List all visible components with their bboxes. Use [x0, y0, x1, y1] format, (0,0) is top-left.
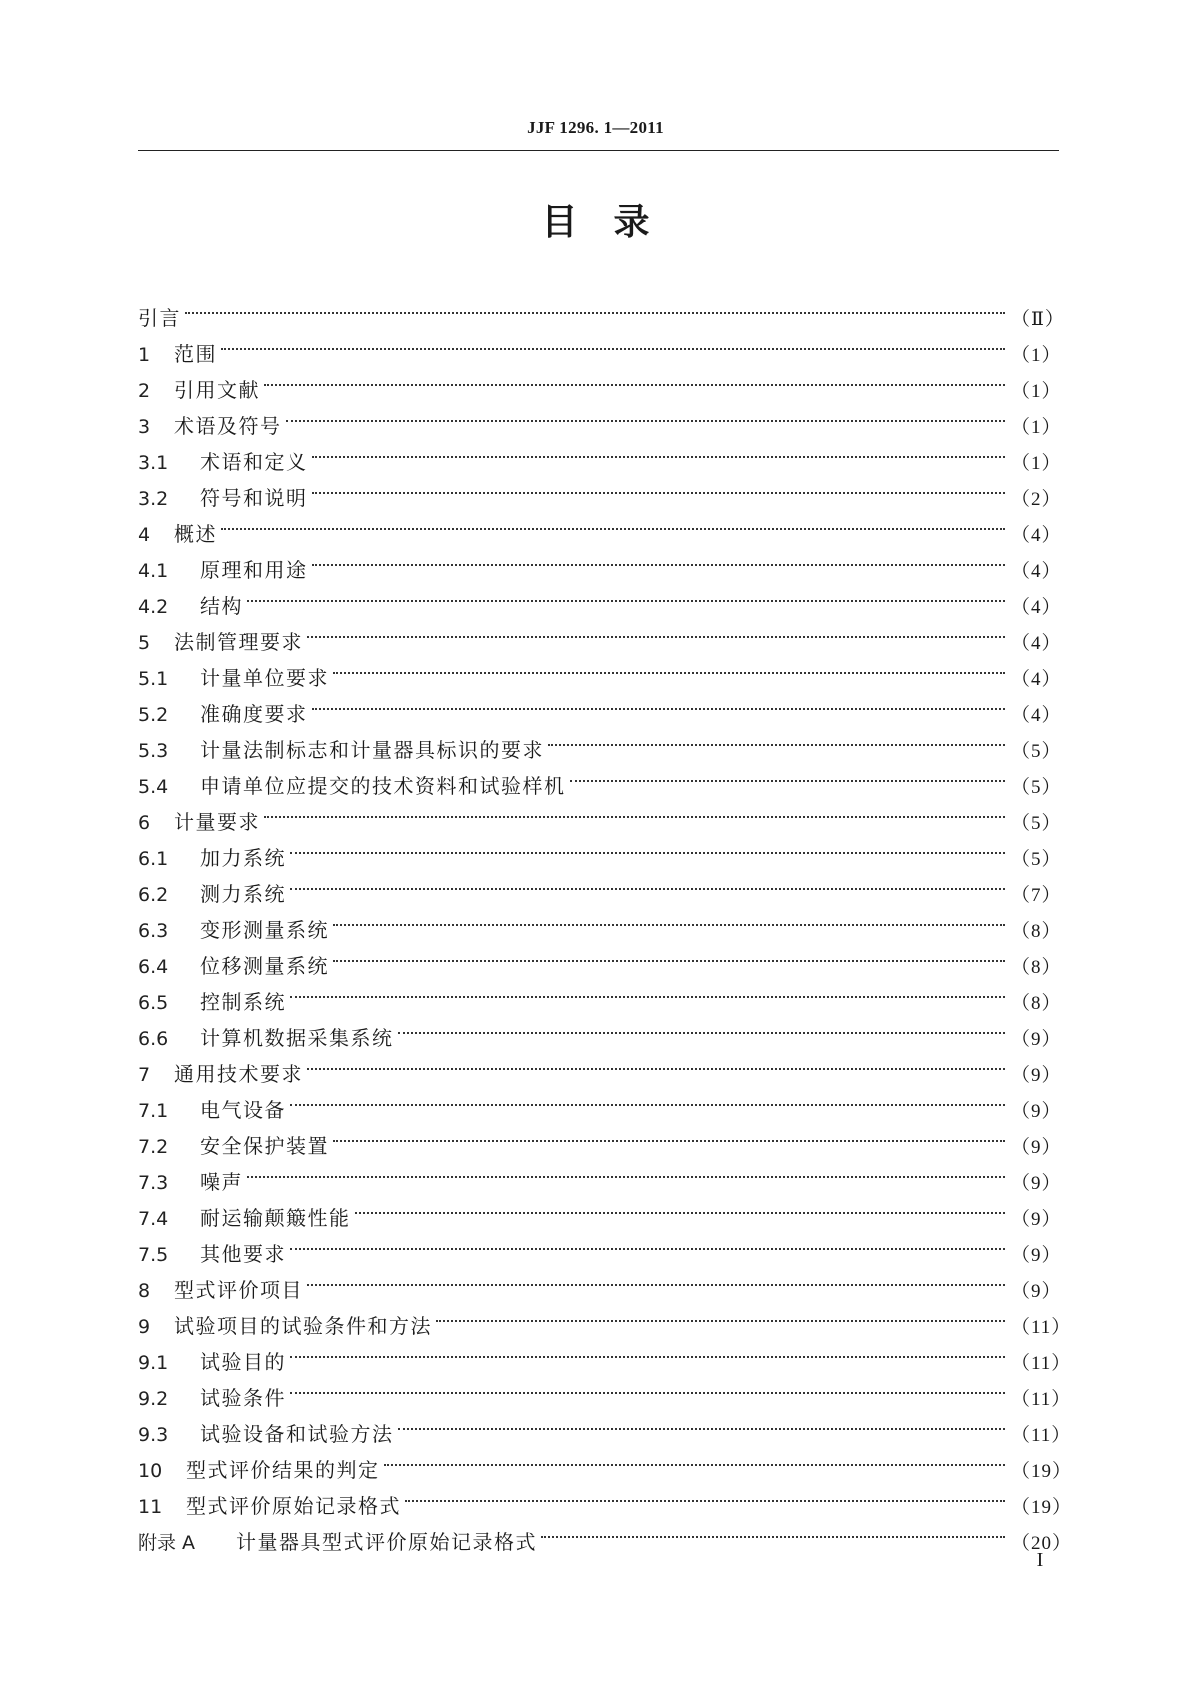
toc-entry-number: 3 [138, 416, 151, 438]
toc-dot-leader [312, 541, 1006, 577]
toc-entry-number: 5.1 [138, 668, 169, 690]
toc-entry-number: 7.4 [138, 1208, 169, 1230]
toc-entry-number: 5.3 [138, 740, 169, 762]
toc-entry-number: 6 [138, 812, 151, 834]
toc-entry-title: 变形测量系统 [200, 918, 329, 942]
toc-entry-page: （8） [1011, 957, 1062, 978]
toc-entry-title: 范围 [174, 342, 217, 366]
toc-entry-page: （4） [1011, 633, 1062, 654]
toc-entry-page: （9） [1011, 1065, 1062, 1086]
toc-entry-number: 6.1 [138, 848, 169, 870]
toc-dot-leader [221, 325, 1005, 361]
toc-dot-leader [290, 1369, 1005, 1405]
toc-dot-leader [290, 1081, 1005, 1117]
toc-entry [138, 829, 1062, 870]
toc-entry-number: 7.3 [138, 1172, 169, 1194]
toc-entry-title: 噪声 [200, 1170, 243, 1194]
toc-entry-page: （9） [1011, 1101, 1062, 1122]
toc-entry-title: 引言 [138, 306, 181, 330]
toc-entry-title: 测力系统 [200, 882, 286, 906]
toc-entry-number: 4.1 [138, 560, 169, 582]
toc-entry-number: 附录 A [138, 1532, 196, 1554]
toc-entry [138, 577, 1062, 618]
toc-dot-leader [312, 433, 1006, 469]
toc-dot-leader [355, 1189, 1006, 1225]
toc-entry-title: 型式评价原始记录格式 [186, 1494, 401, 1518]
toc-entry [138, 541, 1062, 582]
toc-entry-page: （19） [1011, 1461, 1073, 1482]
toc-entry-title: 试验条件 [200, 1386, 286, 1410]
toc-entry-page: （9） [1011, 1173, 1062, 1194]
toc-entry-page: （4） [1011, 561, 1062, 582]
toc-entry-number: 6.4 [138, 956, 169, 978]
toc-entry-number: 8 [138, 1280, 151, 1302]
toc-entry-number: 7 [138, 1064, 151, 1086]
toc-entry-title: 术语及符号 [174, 414, 282, 438]
toc-dot-leader [221, 505, 1005, 541]
toc-entry-number: 5 [138, 632, 151, 654]
toc-dot-leader [264, 793, 1005, 829]
toc-dot-leader [398, 1405, 1006, 1441]
toc-entry-number: 9.3 [138, 1424, 169, 1446]
toc-entry-number: 5.2 [138, 704, 169, 726]
toc-dot-leader [247, 1153, 1005, 1189]
toc-entry-page: （5） [1011, 777, 1062, 798]
toc-entry-page: （5） [1011, 813, 1062, 834]
toc-entry [138, 1189, 1062, 1230]
toc-entry-title: 试验项目的试验条件和方法 [174, 1314, 432, 1338]
toc-entry [138, 325, 1062, 366]
toc-entry-title: 计量单位要求 [200, 666, 329, 690]
toc-entry-title: 试验设备和试验方法 [200, 1422, 394, 1446]
toc-entry-page: （Ⅱ） [1011, 309, 1065, 330]
toc-entry-title: 加力系统 [200, 846, 286, 870]
toc-entry-title: 通用技术要求 [174, 1062, 303, 1086]
standard-code: JJF 1296. 1—2011 [527, 118, 664, 137]
toc-entry-number: 3.1 [138, 452, 169, 474]
toc-dot-leader [398, 1009, 1006, 1045]
toc-entry-page: （11） [1011, 1389, 1072, 1410]
toc-entry-number: 6.6 [138, 1028, 169, 1050]
toc-dot-leader [333, 937, 1005, 973]
toc-dot-leader [436, 1297, 1005, 1333]
toc-entry-number: 6.2 [138, 884, 169, 906]
toc-entry-number: 4.2 [138, 596, 169, 618]
toc-entry-page: （11） [1011, 1425, 1072, 1446]
toc-dot-leader [290, 1225, 1005, 1261]
toc-entry-number: 9.1 [138, 1352, 169, 1374]
toc-dot-leader [185, 289, 1005, 325]
toc-entry-title: 结构 [200, 594, 243, 618]
toc-dot-leader [286, 397, 1006, 433]
toc-entry [138, 361, 1062, 402]
toc-entry-number: 6.5 [138, 992, 169, 1014]
toc-entry-title: 控制系统 [200, 990, 286, 1014]
header-rule [138, 150, 1059, 151]
toc-entry-page: （5） [1011, 849, 1062, 870]
toc-entry-number: 1 [138, 344, 151, 366]
toc-entry-title: 法制管理要求 [174, 630, 303, 654]
toc-entry-title: 原理和用途 [200, 558, 308, 582]
toc-entry-page: （9） [1011, 1245, 1062, 1266]
toc-dot-leader [405, 1477, 1005, 1513]
toc-dot-leader [307, 1261, 1005, 1297]
toc-entry-number: 2 [138, 380, 151, 402]
toc-entry-title: 术语和定义 [200, 450, 308, 474]
toc-entry-page: （2） [1011, 489, 1062, 510]
toc-entry-title: 其他要求 [200, 1242, 286, 1266]
toc-entry-number: 3.2 [138, 488, 169, 510]
toc-entry-title: 试验目的 [200, 1350, 286, 1374]
toc-entry-title: 型式评价项目 [174, 1278, 303, 1302]
page-number: I [1036, 1549, 1044, 1571]
toc-entry [138, 289, 1065, 330]
toc-dot-leader [333, 901, 1005, 937]
toc-entry-number: 7.2 [138, 1136, 169, 1158]
toc-entry-page: （11） [1011, 1353, 1072, 1374]
toc-entry-title: 计量器具型式评价原始记录格式 [236, 1530, 537, 1554]
toc-entry-number: 9 [138, 1316, 151, 1338]
toc-entry-page: （1） [1011, 381, 1062, 402]
toc-dot-leader [264, 361, 1005, 397]
toc-entry-page: （5） [1011, 741, 1062, 762]
toc-entry-title: 计量要求 [174, 810, 260, 834]
toc-dot-leader [541, 1513, 1005, 1549]
toc-entry-title: 符号和说明 [200, 486, 308, 510]
toc-entry-page: （9） [1011, 1029, 1062, 1050]
toc-dot-leader [290, 973, 1005, 1009]
toc-dot-leader [548, 721, 1005, 757]
toc-entry-number: 7.5 [138, 1244, 169, 1266]
toc-entry-title: 耐运输颠簸性能 [200, 1206, 351, 1230]
toc-entry-title: 计量法制标志和计量器具标识的要求 [200, 738, 544, 762]
toc-dot-leader [333, 649, 1005, 685]
toc-entry [138, 397, 1062, 438]
toc-dot-leader [312, 469, 1006, 505]
toc-dot-leader [290, 865, 1005, 901]
toc-entry-number: 9.2 [138, 1388, 169, 1410]
toc-entry-page: （4） [1011, 525, 1062, 546]
page-title: 目 录 [541, 202, 650, 243]
toc-entry-title: 电气设备 [200, 1098, 286, 1122]
toc-entry-page: （20） [1011, 1533, 1073, 1554]
toc-entry-page: （7） [1011, 885, 1062, 906]
toc-entry-title: 引用文献 [174, 378, 260, 402]
toc-entry-number: 6.3 [138, 920, 169, 942]
toc-entry-page: （9） [1011, 1137, 1062, 1158]
toc-dot-leader [307, 613, 1005, 649]
toc-entry-title: 计算机数据采集系统 [200, 1026, 394, 1050]
toc-dot-leader [307, 1045, 1005, 1081]
toc-dot-leader [384, 1441, 1006, 1477]
toc-dot-leader [247, 577, 1005, 613]
toc-entry-title: 准确度要求 [200, 702, 308, 726]
toc-entry-title: 申请单位应提交的技术资料和试验样机 [200, 774, 566, 798]
toc-entry [138, 613, 1062, 654]
toc-entry-page: （8） [1011, 993, 1062, 1014]
toc-entry-title: 安全保护装置 [200, 1134, 329, 1158]
toc-entry-number: 10 [138, 1460, 163, 1482]
toc-dot-leader [290, 829, 1005, 865]
toc-entry-number: 5.4 [138, 776, 169, 798]
toc-entry-page: （9） [1011, 1281, 1062, 1302]
toc-entry-page: （1） [1011, 417, 1062, 438]
toc-entry-number: 7.1 [138, 1100, 169, 1122]
toc-entry-page: （11） [1011, 1317, 1072, 1338]
toc-entry [138, 793, 1062, 834]
toc-entry-title: 位移测量系统 [200, 954, 329, 978]
toc-entry-page: （8） [1011, 921, 1062, 942]
toc-entry-page: （4） [1011, 597, 1062, 618]
toc-entry-page: （1） [1011, 345, 1062, 366]
toc-entry-page: （9） [1011, 1209, 1062, 1230]
toc-dot-leader [333, 1117, 1005, 1153]
toc-entry [138, 1153, 1062, 1194]
toc-entry-number: 4 [138, 524, 151, 546]
toc-entry [138, 505, 1062, 546]
table-of-contents [138, 289, 1073, 1554]
toc-dot-leader [312, 685, 1006, 721]
toc-dot-leader [570, 757, 1006, 793]
toc-entry-title: 型式评价结果的判定 [186, 1458, 380, 1482]
toc-dot-leader [290, 1333, 1005, 1369]
toc-entry-page: （19） [1011, 1497, 1073, 1518]
toc-entry-page: （1） [1011, 453, 1062, 474]
toc-entry-title: 概述 [174, 522, 217, 546]
toc-entry-page: （4） [1011, 705, 1062, 726]
toc-entry-page: （4） [1011, 669, 1062, 690]
toc-entry-number: 11 [138, 1496, 163, 1518]
